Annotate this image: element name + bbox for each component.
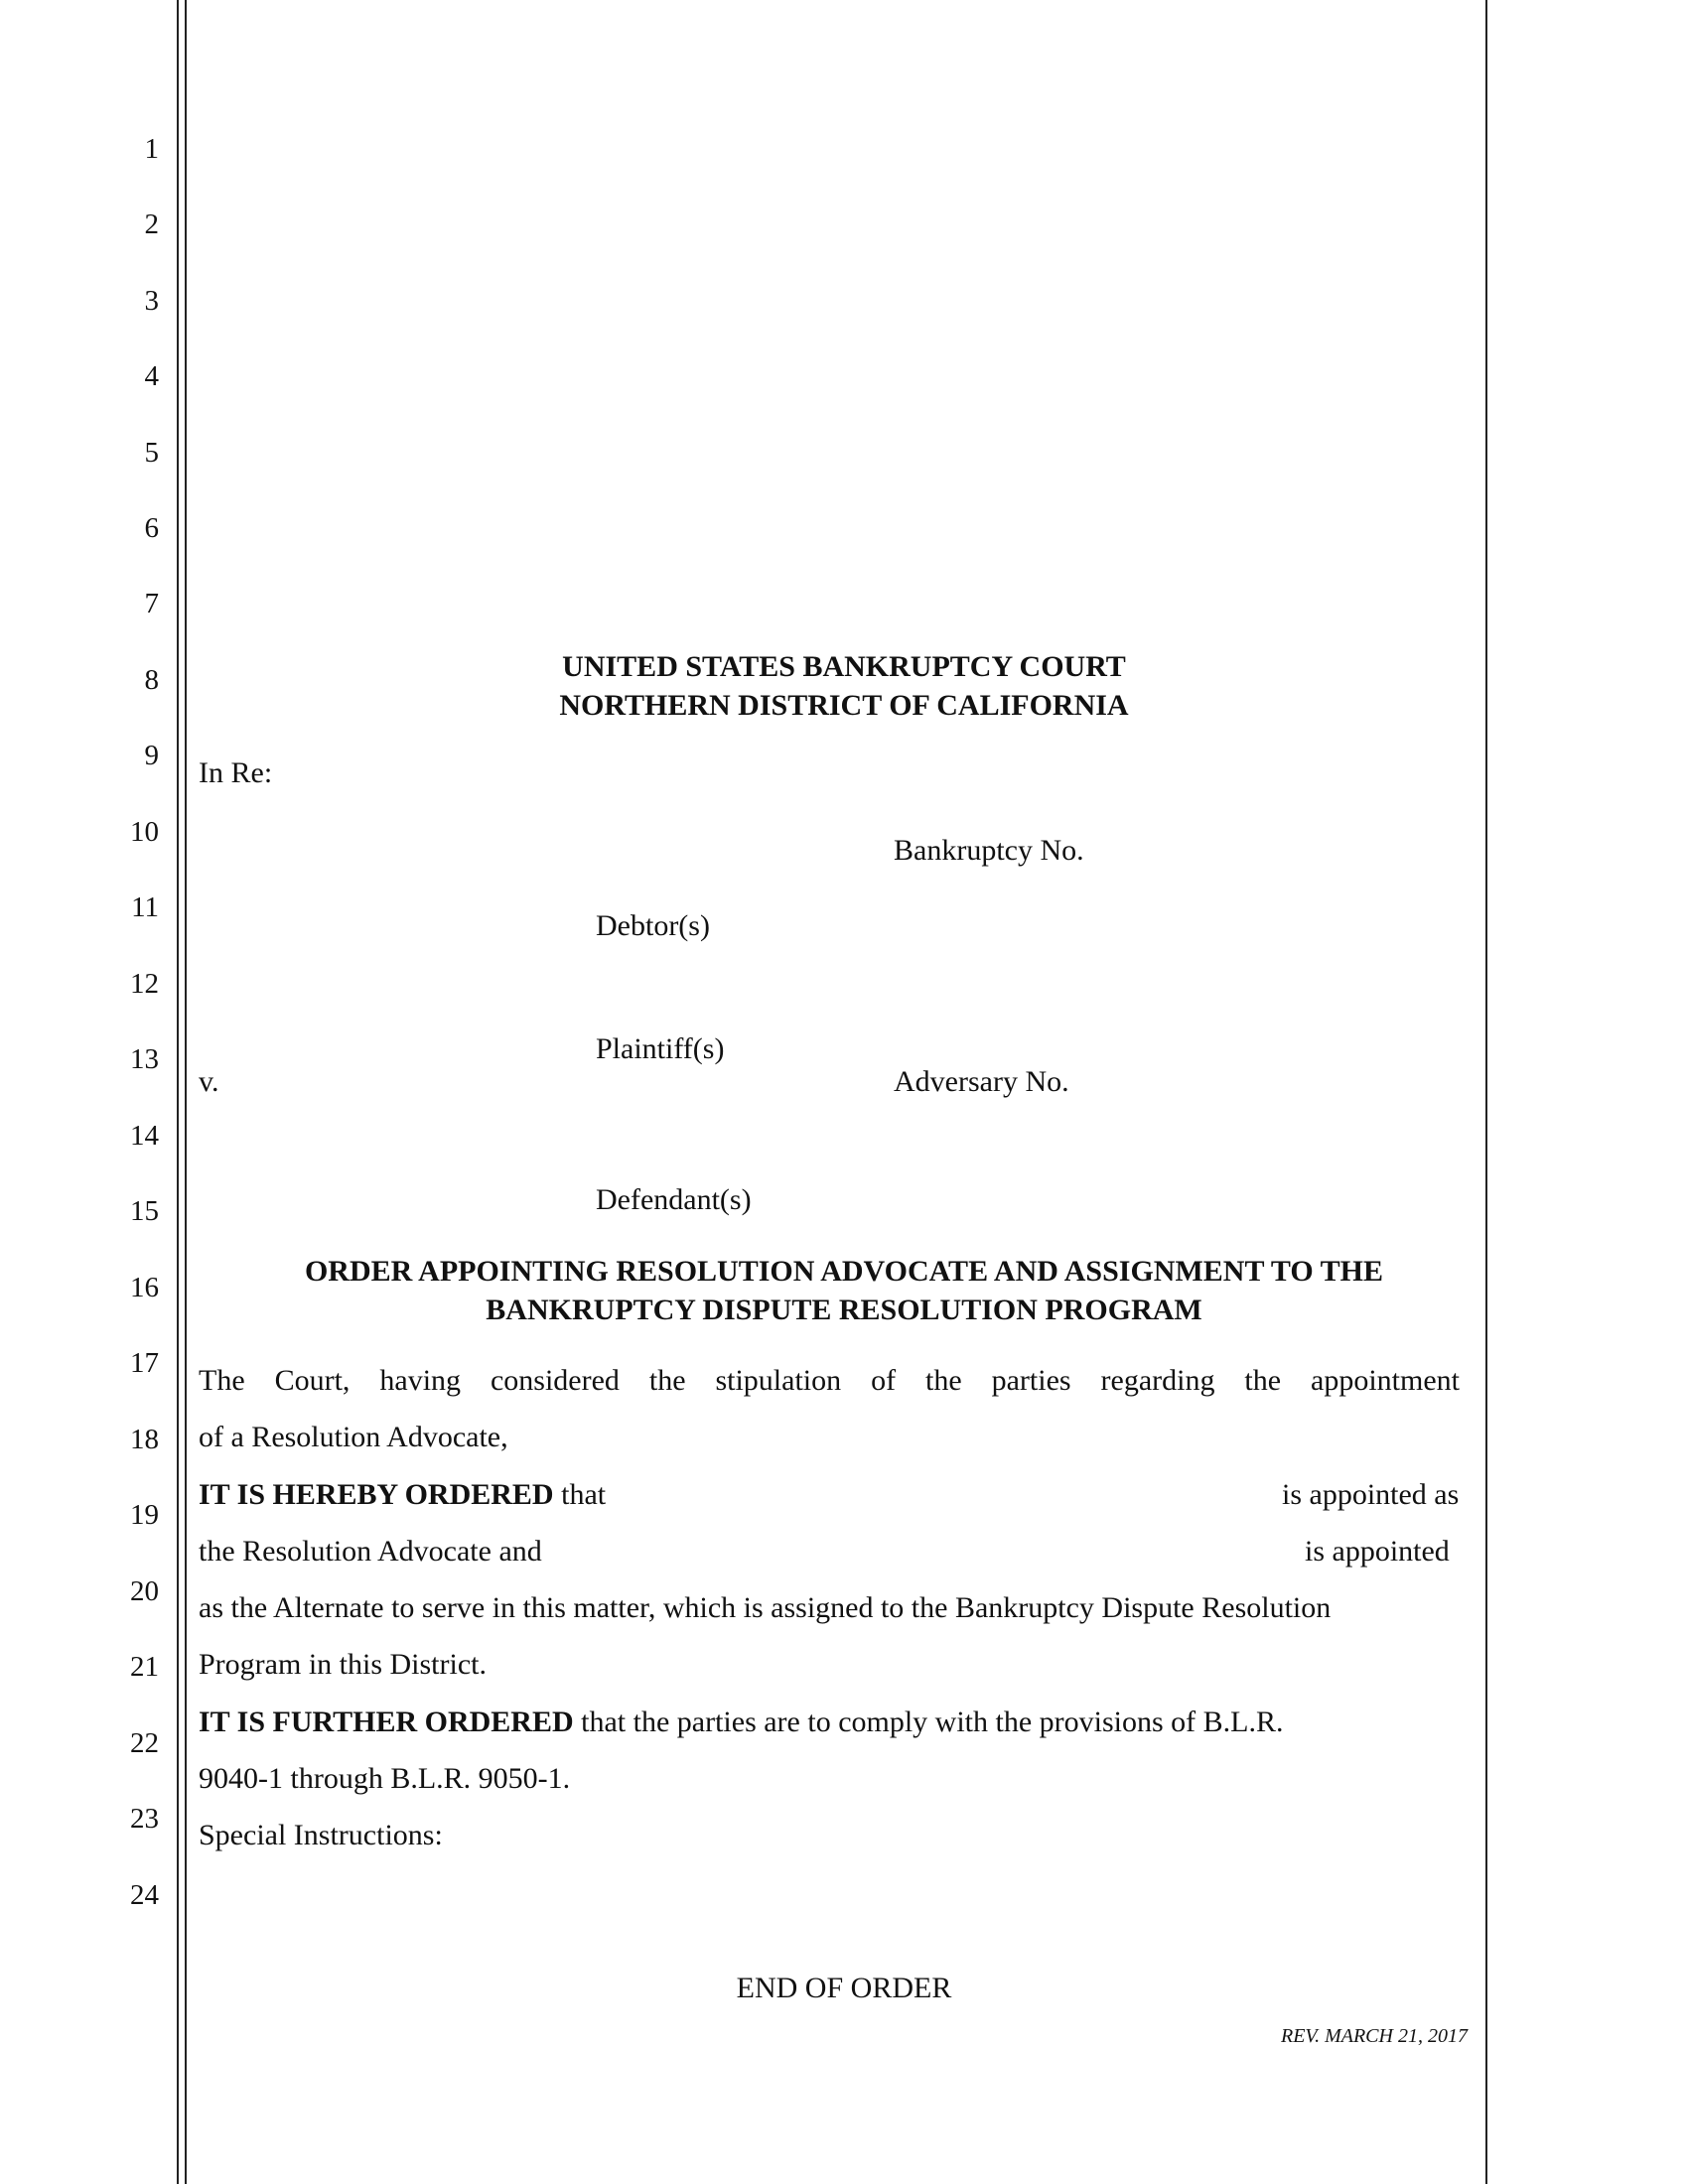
blr-line: 9040-1 through B.L.R. 9050-1. [199, 1762, 571, 1795]
revision-date: REV. MARCH 21, 2017 [1281, 2025, 1468, 2047]
recital-line1: The Court, having considered the stipulation of the parties regarding the appointment [199, 1364, 1460, 1397]
line-number: 10 [130, 816, 159, 848]
line-number: 20 [130, 1575, 159, 1607]
order-title-line2: BANKRUPTCY DISPUTE RESOLUTION PROGRAM [486, 1294, 1202, 1326]
line-number: 1 [144, 133, 159, 165]
further-ordered-line [199, 1706, 1284, 1739]
left-margin-rule-outer [177, 0, 179, 2184]
is-appointed-text: is appointed [1305, 1535, 1450, 1568]
line-number: 3 [144, 285, 159, 317]
appointed-as-text: is appointed as [1282, 1478, 1460, 1511]
line-number: 21 [130, 1651, 159, 1683]
line-number: 19 [130, 1499, 159, 1531]
further-ordered-bold: IT IS FURTHER ORDERED [199, 1706, 574, 1738]
versus-label: v. [199, 1065, 219, 1098]
order-title-line1: ORDER APPOINTING RESOLUTION ADVOCATE AND ASSIGNMENT TO THE [304, 1255, 1384, 1288]
line-number: 8 [144, 664, 159, 696]
line-number: 16 [130, 1272, 159, 1303]
line-number: 4 [144, 360, 159, 392]
line-number: 18 [130, 1424, 159, 1455]
line-number: 7 [144, 588, 159, 619]
line-number: 6 [144, 512, 159, 544]
line-number: 9 [144, 740, 159, 771]
line-number: 13 [130, 1043, 159, 1075]
line-number: 15 [130, 1195, 159, 1227]
end-of-order: END OF ORDER [736, 1972, 952, 2004]
recital-line2: of a Resolution Advocate, [199, 1421, 508, 1453]
line-number: 2 [144, 208, 159, 240]
court-name: UNITED STATES BANKRUPTCY COURT [562, 650, 1126, 683]
alternate-line: as the Alternate to serve in this matter, which is assigned to the Bankruptcy Dispute Resolution [199, 1591, 1332, 1624]
resolution-advocate-and-text: the Resolution Advocate and [199, 1535, 542, 1568]
hereby-ordered-line [199, 1478, 606, 1512]
line-number: 12 [130, 968, 159, 1000]
special-instructions-label: Special Instructions: [199, 1819, 443, 1851]
line-number: 5 [144, 437, 159, 469]
debtors-label: Debtor(s) [596, 909, 710, 942]
further-ordered-text: that the parties are to comply with the provisions of B.L.R. [581, 1706, 1284, 1738]
court-district: NORTHERN DISTRICT OF CALIFORNIA [559, 689, 1129, 722]
right-margin-rule [1485, 0, 1487, 2184]
in-re-label: In Re: [199, 756, 273, 789]
hereby-ordered-that: that [561, 1478, 607, 1511]
adversary-number-label: Adversary No. [894, 1065, 1069, 1098]
line-number: 24 [130, 1879, 159, 1911]
line-number: 11 [131, 891, 159, 923]
plaintiffs-label: Plaintiff(s) [596, 1032, 725, 1065]
line-number: 23 [130, 1803, 159, 1835]
hereby-ordered-bold: IT IS HEREBY ORDERED [199, 1478, 554, 1511]
line-number: 14 [130, 1120, 159, 1152]
left-margin-rule-inner [185, 0, 187, 2184]
program-line: Program in this District. [199, 1648, 487, 1681]
line-number: 17 [130, 1347, 159, 1379]
bankruptcy-number-label: Bankruptcy No. [894, 834, 1084, 867]
line-number: 22 [130, 1727, 159, 1759]
defendants-label: Defendant(s) [596, 1183, 752, 1216]
